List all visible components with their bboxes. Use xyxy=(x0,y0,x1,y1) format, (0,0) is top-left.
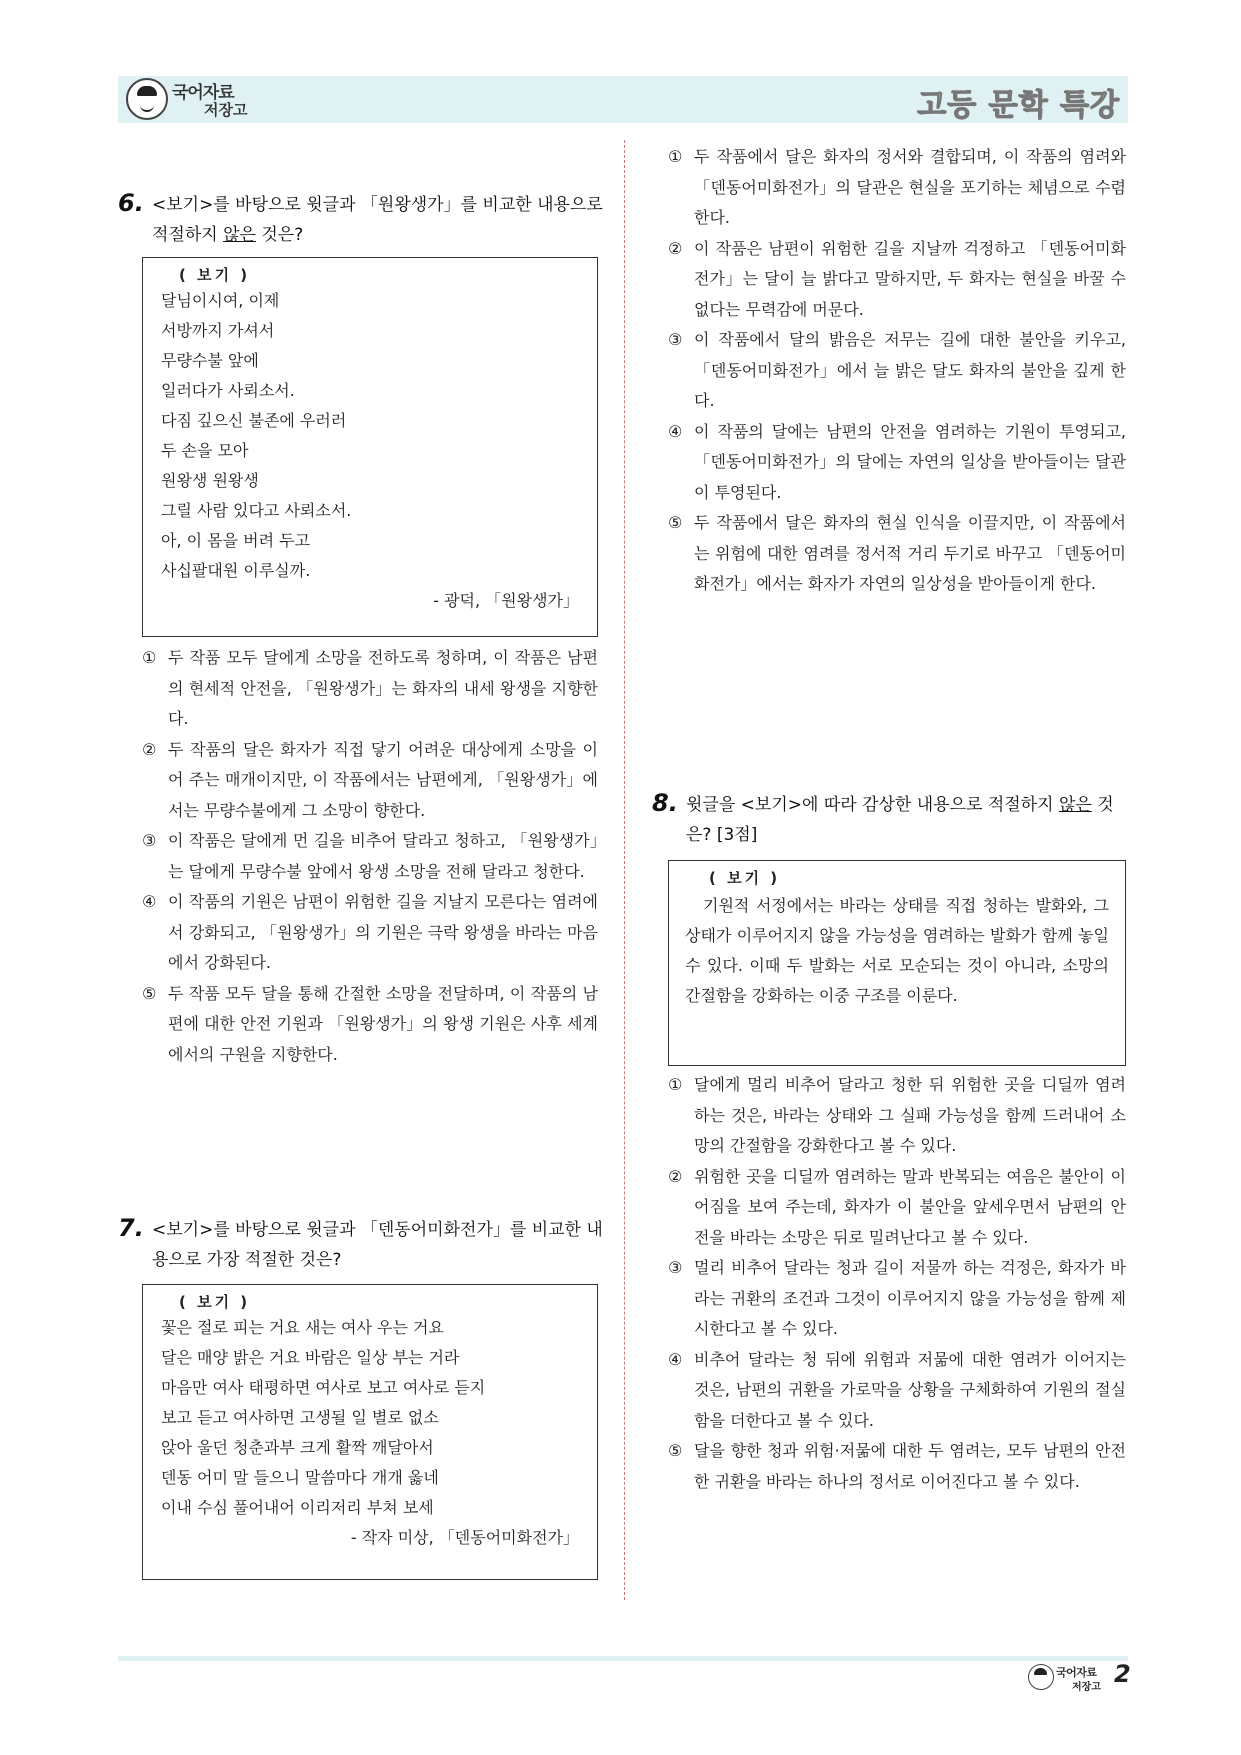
footer-logo xyxy=(1028,1662,1114,1698)
logo-line-2: 저장고 xyxy=(204,101,248,119)
choice-5[interactable] xyxy=(668,1436,1126,1497)
choice-5[interactable] xyxy=(668,508,1126,600)
bogi-label: ( 보기 ) xyxy=(179,1293,251,1311)
choice-number: ① xyxy=(668,147,683,166)
choice-5[interactable] xyxy=(142,979,598,1071)
choices-8 xyxy=(668,1070,1126,1497)
poem xyxy=(161,286,579,586)
bogi-label: ( 보기 ) xyxy=(709,869,781,887)
choice-4[interactable] xyxy=(668,1345,1126,1437)
choice-3[interactable] xyxy=(142,826,598,887)
bogi-text: 기원적 서정에서는 바라는 상태를 직접 청하는 발화와, 그 상태가 이루어지지 않을 가능성을 염려하는 발화가 함께 놓일 수 있다. 이때 두 발화는 서로 모순되는 것이 아니라, 소망의 간절함을 강화하는 이중 구조를 이룬다. xyxy=(685,896,1109,1005)
choice-number: ② xyxy=(668,1166,683,1186)
choice-1[interactable] xyxy=(142,643,598,735)
bogi-label: ( 보기 ) xyxy=(179,266,251,284)
choice-text: 이 작품에서 달의 밝음은 저무는 길에 대한 불안을 키우고, 「덴동어미화전가」에서 늘 밝은 달도 화자의 불안을 깊게 한다. xyxy=(694,330,1126,410)
choice-text: 두 작품 모두 달을 통해 간절한 소망을 전달하며, 이 작품의 남편에 대한 안전 기원과 「원왕생가」의 왕생 기원은 사후 세계에서의 구원을 지향한다. xyxy=(168,983,598,1064)
poem-line: 꽃은 절로 피는 거요 새는 여사 우는 거요 xyxy=(161,1318,444,1337)
poem-line: 앉아 울던 청춘과부 크게 활짝 깨달아서 xyxy=(161,1438,434,1457)
choice-number: ④ xyxy=(668,1349,683,1369)
choice-number: ② xyxy=(668,238,683,258)
choice-text: 이 작품의 기원은 남편이 위험한 길을 지날지 모른다는 염려에서 강화되고, 「원왕생가」의 기원은 극락 왕생을 바라는 마음에서 강화된다. xyxy=(168,892,598,972)
logo-line-1: 국어자료 xyxy=(172,83,234,103)
choices-6 xyxy=(142,643,598,1070)
choice-text: 두 작품에서 달은 화자의 정서와 결합되며, 이 작품의 염려와 「덴동어미화전가」의 달관은 현실을 포기하는 체념으로 수렴한다. xyxy=(694,147,1126,227)
choice-text: 비추어 달라는 청 뒤에 위험과 저묾에 대한 염려가 이어지는 것은, 남편의 귀환을 가로막을 상황을 구체화하여 기원의 절실함을 더한다고 볼 수 있다. xyxy=(694,1349,1126,1430)
choice-number: ⑤ xyxy=(668,1441,683,1460)
choice-text: 두 작품의 달은 화자가 직접 닿기 어려운 대상에게 소망을 이어 주는 매개이지만, 이 작품에서는 남편에게, 「원왕생가」에서는 무량수불에게 그 소망이 향한다. xyxy=(168,739,598,820)
poem-line: 원왕생 원왕생 xyxy=(161,471,259,490)
choice-number: ④ xyxy=(668,421,683,441)
poem-line: 일러다가 사뢰소서. xyxy=(161,381,295,400)
logo xyxy=(126,78,286,122)
choice-3[interactable] xyxy=(668,1253,1126,1345)
poem-line: 달님이시여, 이제 xyxy=(161,291,280,310)
poem-line: 마음만 여사 태평하면 여사로 보고 여사로 듣지 xyxy=(161,1378,486,1397)
poem-line: 이내 수심 풀어내어 이리저리 부쳐 보세 xyxy=(161,1498,434,1517)
footer-logo-line-2: 저장고 xyxy=(1072,1682,1101,1693)
poem-line: 덴동 어미 말 들으니 말씀마다 개개 옳네 xyxy=(161,1468,439,1487)
choice-number: ② xyxy=(142,739,157,759)
choice-text: 이 작품은 남편이 위험한 길을 지날까 걱정하고 「덴동어미화전가」는 달이 늘 밝다고 말하지만, 두 화자는 현실을 바꿀 수 없다는 무력감에 머문다. xyxy=(694,238,1126,319)
poem xyxy=(161,1313,579,1523)
question-number: 8. xyxy=(652,789,678,817)
choice-number: ③ xyxy=(668,1258,683,1277)
column-divider xyxy=(624,140,625,1600)
choice-number: ⑤ xyxy=(142,983,157,1003)
choice-text: 두 작품 모두 달에게 소망을 전하도록 청하며, 이 작품은 남편의 현세적 안전을, 「원왕생가」는 화자의 내세 왕생을 지향한다. xyxy=(168,648,598,728)
choice-number: ① xyxy=(668,1075,683,1094)
choice-text: 멀리 비추어 달라는 청과 길이 저물까 하는 걱정은, 화자가 바라는 귀환의 조건과 그것이 이루어지지 않을 가능성을 함께 제시한다고 볼 수 있다. xyxy=(694,1258,1126,1338)
choice-text: 두 작품에서 달은 화자의 현실 인식을 이끌지만, 이 작품에서는 위험에 대한 염려를 정서적 거리 두기로 바꾸고 「덴동어미화전가」에서는 화자가 자연의 일상성을 받아들이게 한다. xyxy=(694,513,1126,593)
source-citation: - 작자 미상, 「덴동어미화전가」 xyxy=(350,1528,579,1547)
footer-logo-line-1: 국어자료 xyxy=(1056,1666,1097,1679)
choice-4[interactable] xyxy=(668,417,1126,509)
choice-1[interactable] xyxy=(668,1070,1126,1162)
bogi-box-7 xyxy=(142,1284,598,1580)
question-8 xyxy=(652,790,1128,850)
choice-number: ④ xyxy=(142,892,157,911)
question-text: <보기>를 바탕으로 윗글과 「덴동어미화전가」를 비교한 내용으로 가장 적절한 것은? xyxy=(152,1220,603,1270)
page-number: 2 xyxy=(1114,1660,1131,1688)
choice-text: 이 작품의 달에는 남편의 안전을 염려하는 기원이 투영되고, 「덴동어미화전가」의 달에는 자연의 일상을 받아들이는 달관이 투영된다. xyxy=(694,421,1126,502)
poem-line: 아, 이 몸을 버려 두고 xyxy=(161,531,311,550)
choices-7 xyxy=(668,142,1126,600)
choice-2[interactable] xyxy=(668,1162,1126,1254)
poem-line: 무량수불 앞에 xyxy=(161,351,259,370)
question-7 xyxy=(118,1215,604,1275)
mascot-face-icon xyxy=(126,78,168,120)
choice-number: ③ xyxy=(142,831,157,850)
bogi-box-6 xyxy=(142,257,598,637)
choice-2[interactable] xyxy=(668,234,1126,326)
question-text: 윗글을 <보기>에 따라 감상한 내용으로 적절하지 않은 것은? [3점] xyxy=(686,795,1114,845)
poem-line: 달은 매양 밝은 거요 바람은 일상 부는 거라 xyxy=(161,1348,460,1367)
poem-line: 사십팔대원 이루실까. xyxy=(161,561,311,580)
choice-2[interactable] xyxy=(142,735,598,827)
mascot-face-icon xyxy=(1028,1664,1054,1690)
choice-number: ① xyxy=(142,648,157,667)
header-title: 고등 문학 특강 xyxy=(917,88,1120,123)
choice-text: 달에게 멀리 비추어 달라고 청한 뒤 위험한 곳을 디딜까 염려하는 것은, 바라는 상태와 그 실패 가능성을 함께 드러내어 소망의 간절함을 강화한다고 볼 수 있다. xyxy=(694,1075,1126,1155)
choice-3[interactable] xyxy=(668,325,1126,417)
question-number: 6. xyxy=(118,189,144,217)
question-number: 7. xyxy=(118,1214,144,1242)
choice-4[interactable] xyxy=(142,887,598,979)
question-6 xyxy=(118,190,604,250)
choice-number: ③ xyxy=(668,330,683,349)
poem-line: 보고 듣고 여사하면 고생될 일 별로 없소 xyxy=(161,1408,439,1427)
poem-line: 두 손을 모아 xyxy=(161,441,249,460)
choice-text: 위험한 곳을 디딜까 염려하는 말과 반복되는 여음은 불안이 이어짐을 보여 주는데, 화자가 이 불안을 앞세우면서 남편의 안전을 바라는 소망은 뒤로 밀려난다고 볼 수 있다. xyxy=(694,1166,1126,1247)
page-header xyxy=(118,76,1128,123)
poem-line: 서방까지 가셔서 xyxy=(161,321,275,340)
source-citation: - 광덕, 「원왕생가」 xyxy=(433,591,579,610)
poem-line: 다짐 깊으신 불존에 우러러 xyxy=(161,411,347,430)
bogi-box-8 xyxy=(668,860,1126,1066)
question-text: <보기>를 바탕으로 윗글과 「원왕생가」를 비교한 내용으로 적절하지 않은 것은? xyxy=(152,195,603,245)
choice-1[interactable] xyxy=(668,142,1126,234)
poem-line: 그릴 사람 있다고 사뢰소서. xyxy=(161,501,352,520)
choice-number: ⑤ xyxy=(668,513,683,532)
choice-text: 이 작품은 달에게 먼 길을 비추어 달라고 청하고, 「원왕생가」는 달에게 무량수불 앞에서 왕생 소망을 전해 달라고 청한다. xyxy=(168,831,598,881)
footer-line xyxy=(118,1656,1128,1661)
choice-text: 달을 향한 청과 위험·저묾에 대한 두 염려는, 모두 남편의 안전한 귀환을 바라는 하나의 정서로 이어진다고 볼 수 있다. xyxy=(694,1441,1126,1491)
